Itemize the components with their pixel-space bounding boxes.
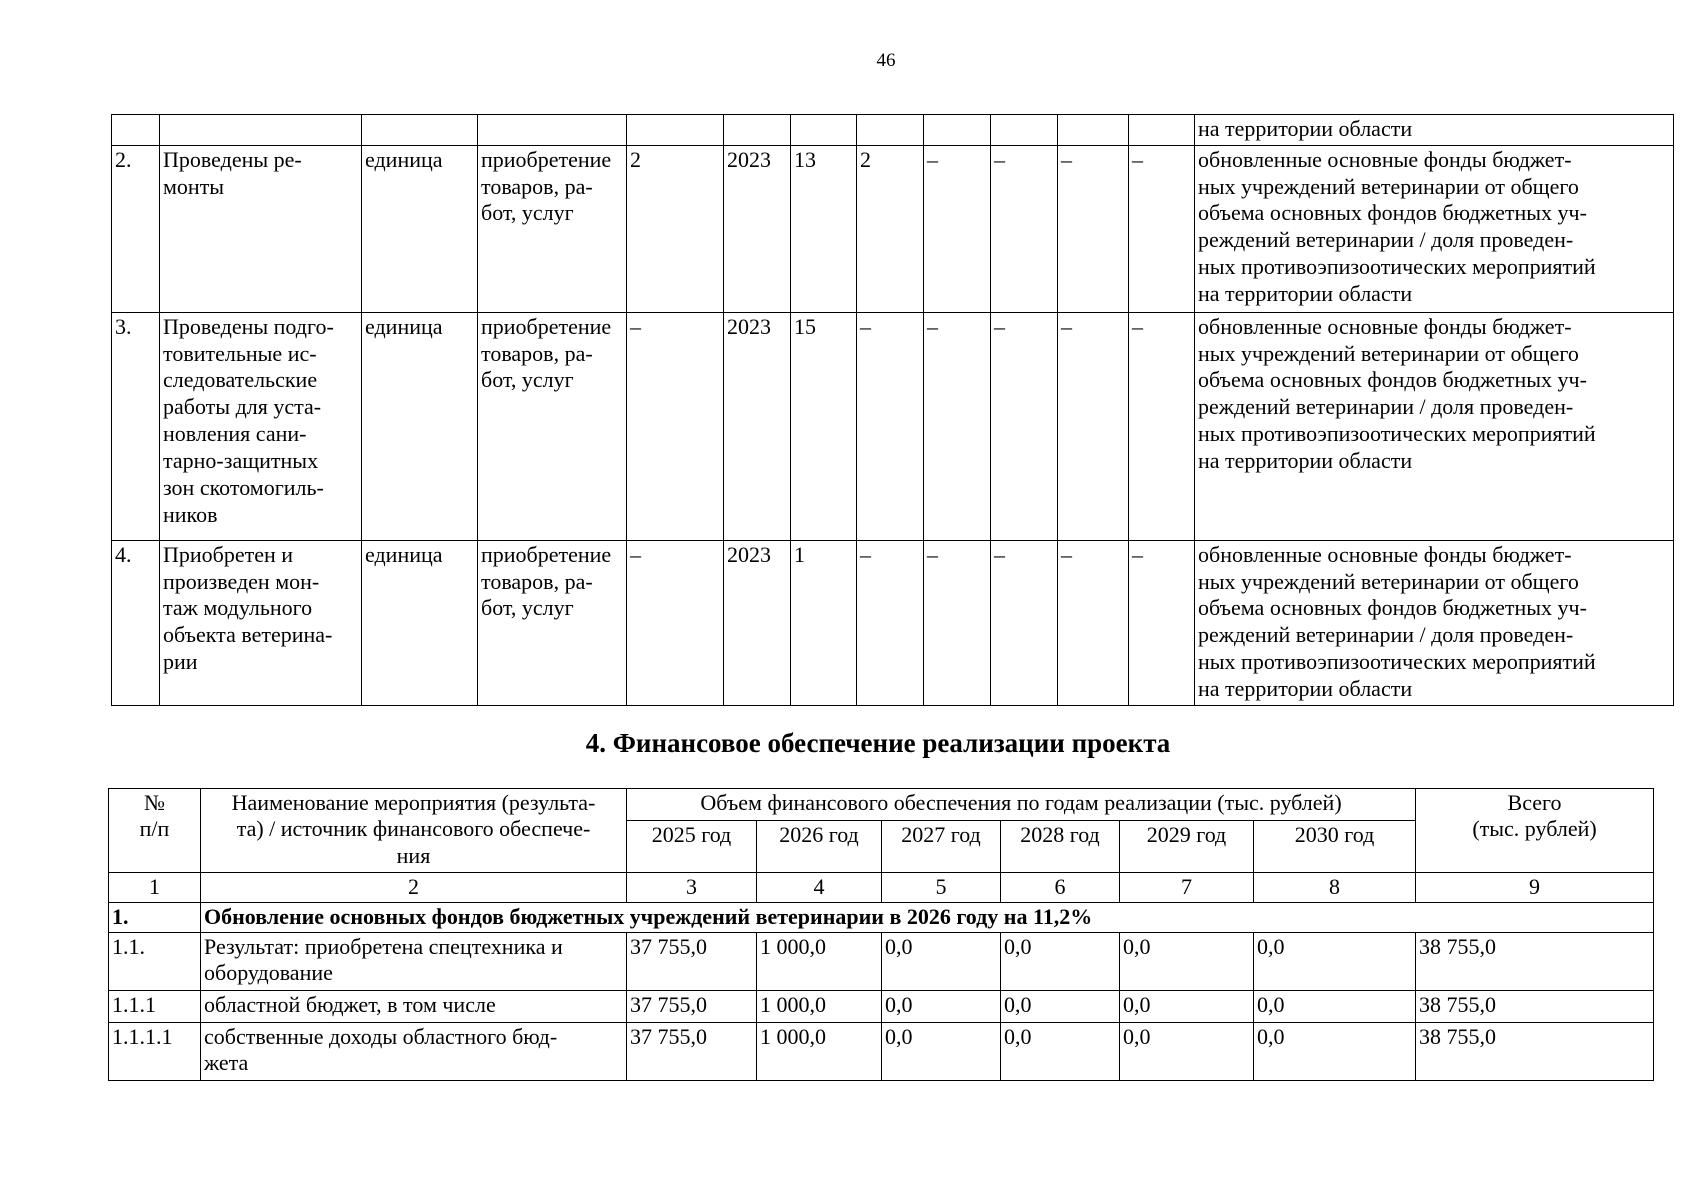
result-name: Проведены ре- монты	[160, 145, 362, 312]
value-4: –	[991, 145, 1058, 312]
row-number: 1.1.	[109, 933, 201, 991]
table-row	[109, 933, 1654, 991]
base-year: 2023	[724, 312, 791, 540]
result-indicator: обновленные основные фонды бюджет- ных учреждений ветеринарии от общего объема основных фондов бюджетных уч- реждений ветеринарии / доля проведен- ных противоэпизоотических мероприятий на территории области	[1195, 312, 1674, 540]
value-4: –	[991, 540, 1058, 705]
result-name: Приобретен и произведен мон- таж модульного объекта ветерина- рии	[160, 540, 362, 705]
table-row	[112, 312, 1674, 540]
row-number: 4.	[112, 540, 160, 705]
value-2029: 0,0	[1120, 991, 1254, 1023]
value-2028: 0,0	[1001, 933, 1120, 991]
value-1: 15	[791, 312, 857, 540]
row-number: 1.1.1.1	[109, 1023, 201, 1081]
value-2025: 37 755,0	[627, 1023, 757, 1081]
page-number: 46	[876, 50, 896, 71]
table-row	[112, 540, 1674, 705]
header-year: 2026 год	[757, 821, 882, 873]
result-indicator: обновленные основные фонды бюджет- ных учреждений ветеринарии от общего объема основных фондов бюджетных уч- реждений ветеринарии / доля проведен- ных противоэпизоотических мероприятий на территории области	[1195, 145, 1674, 312]
row-number: 2.	[112, 145, 160, 312]
base-year: 2023	[724, 540, 791, 705]
row-name: собственные доходы областного бюд- жета	[201, 1023, 627, 1081]
value-4: –	[991, 312, 1058, 540]
value-2030: 0,0	[1254, 933, 1416, 991]
group-title: Обновление основных фондов бюджетных учреждений ветеринарии в 2026 году на 11,2%	[201, 903, 1654, 933]
value-5: –	[1058, 145, 1129, 312]
value-3: –	[924, 145, 991, 312]
group-row	[109, 903, 1654, 933]
value-3: –	[924, 312, 991, 540]
column-number: 5	[882, 873, 1001, 903]
value-2030: 0,0	[1254, 991, 1416, 1023]
base-value: 2	[627, 145, 724, 312]
result-unit: единица	[362, 145, 478, 312]
base-value: –	[627, 312, 724, 540]
column-number: 3	[627, 873, 757, 903]
finance-header-row	[109, 789, 1654, 821]
results-indicator-tail: на территории области	[1195, 115, 1674, 146]
value-2026: 1 000,0	[757, 933, 882, 991]
value-5: –	[1058, 312, 1129, 540]
row-number: 3.	[112, 312, 160, 540]
value-total: 38 755,0	[1416, 933, 1654, 991]
base-value: –	[627, 540, 724, 705]
header-total: Всего (тыс. рублей)	[1416, 789, 1654, 873]
result-type: приобретение товаров, ра- бот, услуг	[478, 540, 627, 705]
value-2030: 0,0	[1254, 1023, 1416, 1081]
header-year: 2025 год	[627, 821, 757, 873]
table-row	[109, 1023, 1654, 1081]
header-year: 2027 год	[882, 821, 1001, 873]
result-indicator: обновленные основные фонды бюджет- ных учреждений ветеринарии от общего объема основных фондов бюджетных уч- реждений ветеринарии / доля проведен- ных противоэпизоотических мероприятий на территории области	[1195, 540, 1674, 705]
header-year: 2030 год	[1254, 821, 1416, 873]
value-6: –	[1129, 145, 1195, 312]
value-2028: 0,0	[1001, 991, 1120, 1023]
row-name: областной бюджет, в том числе	[201, 991, 627, 1023]
section-title: 4. Финансовое обеспечение реализации проекта	[585, 728, 1171, 758]
header-year: 2029 год	[1120, 821, 1254, 873]
table-row	[112, 145, 1674, 312]
column-number: 9	[1416, 873, 1654, 903]
column-number: 4	[757, 873, 882, 903]
value-3: –	[924, 540, 991, 705]
row-name: Результат: приобретена спецтехника и оборудование	[201, 933, 627, 991]
value-2027: 0,0	[882, 1023, 1001, 1081]
value-2025: 37 755,0	[627, 933, 757, 991]
header-year: 2028 год	[1001, 821, 1120, 873]
column-number: 1	[109, 873, 201, 903]
result-type: приобретение товаров, ра- бот, услуг	[478, 145, 627, 312]
value-2026: 1 000,0	[757, 991, 882, 1023]
value-2027: 0,0	[882, 991, 1001, 1023]
value-1: 13	[791, 145, 857, 312]
value-6: –	[1129, 312, 1195, 540]
group-number: 1.	[109, 903, 201, 933]
value-2029: 0,0	[1120, 1023, 1254, 1081]
value-6: –	[1129, 540, 1195, 705]
header-num: № п/п	[109, 789, 201, 873]
result-type: приобретение товаров, ра- бот, услуг	[478, 312, 627, 540]
header-name: Наименование мероприятия (результа- та) / источник финансового обеспече- ния	[201, 789, 627, 873]
value-2025: 37 755,0	[627, 991, 757, 1023]
value-2: –	[857, 540, 924, 705]
value-total: 38 755,0	[1416, 991, 1654, 1023]
value-total: 38 755,0	[1416, 1023, 1654, 1081]
results-continuation-row	[112, 115, 1674, 146]
value-2: –	[857, 312, 924, 540]
finance-table	[108, 788, 1654, 1081]
base-year: 2023	[724, 145, 791, 312]
column-number: 8	[1254, 873, 1416, 903]
column-numbers-row	[109, 873, 1654, 903]
value-2027: 0,0	[882, 933, 1001, 991]
result-unit: единица	[362, 540, 478, 705]
value-1: 1	[791, 540, 857, 705]
result-name: Проведены подго- товительные ис- следовательские работы для уста- новления сани- тарно-защитных зон скотомогиль- ников	[160, 312, 362, 540]
column-number: 7	[1120, 873, 1254, 903]
value-2: 2	[857, 145, 924, 312]
header-volume: Объем финансового обеспечения по годам реализации (тыс. рублей)	[627, 789, 1416, 821]
row-number: 1.1.1	[109, 991, 201, 1023]
value-5: –	[1058, 540, 1129, 705]
table-row	[109, 991, 1654, 1023]
column-number: 2	[201, 873, 627, 903]
value-2028: 0,0	[1001, 1023, 1120, 1081]
value-2026: 1 000,0	[757, 1023, 882, 1081]
column-number: 6	[1001, 873, 1120, 903]
result-unit: единица	[362, 312, 478, 540]
results-table	[111, 114, 1674, 706]
value-2029: 0,0	[1120, 933, 1254, 991]
